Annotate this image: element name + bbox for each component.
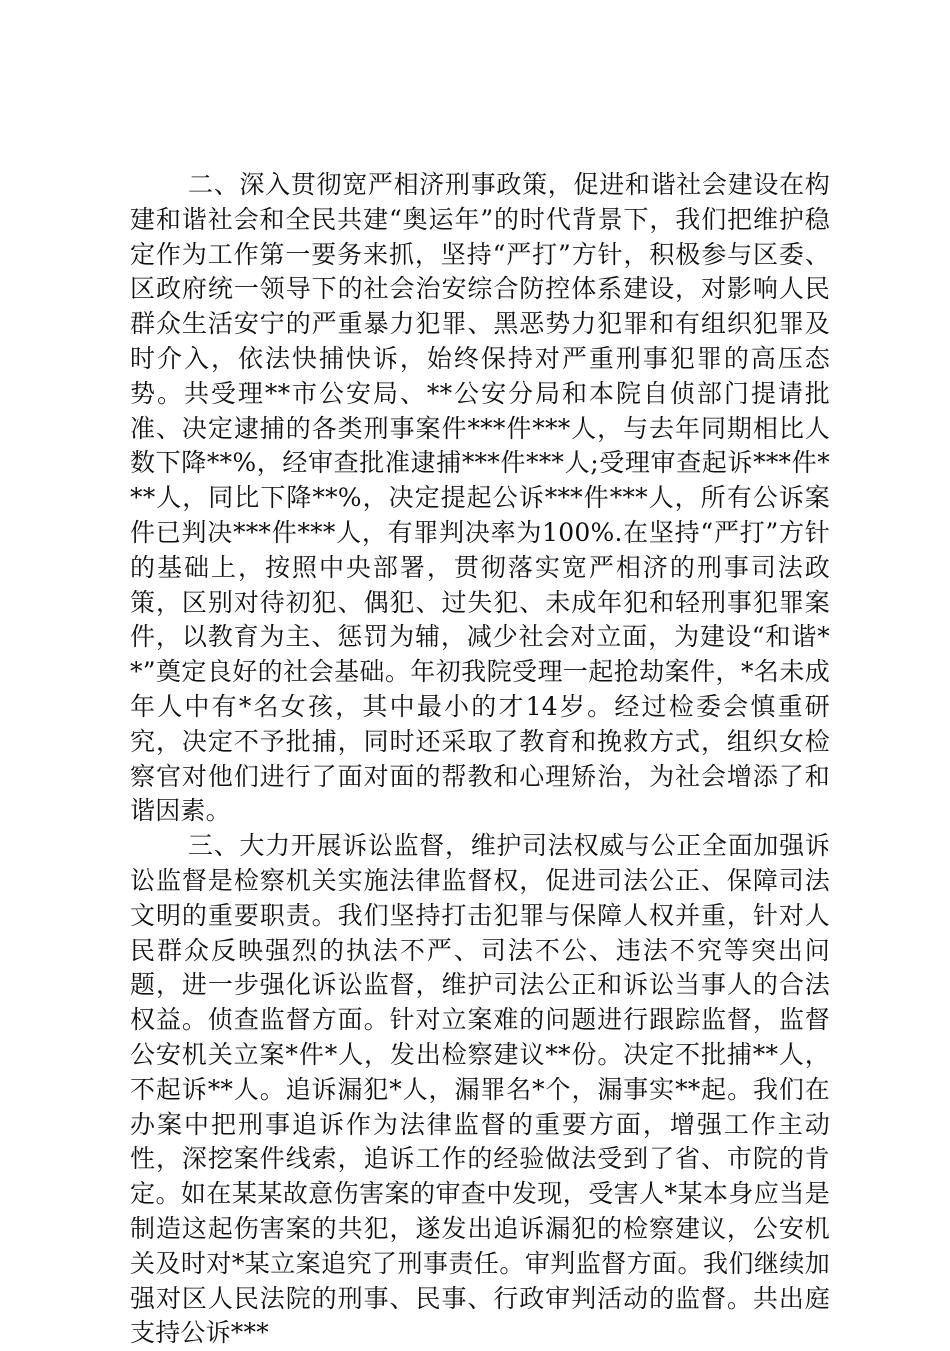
document-body <box>130 168 830 1351</box>
paragraph-section-two: 二、深入贯彻宽严相济刑事政策，促进和谐社会建设在构建和谐社会和全民共建“奥运年”的时代背景下，我们把维护稳定作为工作第一要务来抓，坚持“严打”方针，积极参与区委、区政府统一领导下的社会治安综合防控体系建设，对影响人民群众生活安宁的严重暴力犯罪、黑恶势力犯罪和有组织犯罪及时介入，依法快捕快诉，始终保持对严重刑事犯罪的高压态势。共受理**市公安局、**公安分局和本院自侦部门提请批准、决定逮捕的各类刑事案件***件***人，与去年同期相比人数下降**%，经审查批准逮捕***件***人;受理审查起诉***件***人，同比下降**%，决定提起公诉***件***人，所有公诉案件已判决***件***人，有罪判决率为100%.在坚持“严打”方针的基础上，按照中央部署，贯彻落实宽严相济的刑事司法政策，区别对待初犯、偶犯、过失犯、未成年犯和轻刑事犯罪案件，以教育为主、惩罚为辅，减少社会对立面，为建设“和谐**”奠定良好的社会基础。年初我院受理一起抢劫案件，*名未成年人中有*名女孩，其中最小的才14岁。经过检委会慎重研究，决定不予批捕，同时还采取了教育和挽救方式，组织女检察官对他们进行了面对面的帮教和心理矫治，为社会增添了和谐因素。 <box>130 170 830 826</box>
paragraph-section-three: 三、大力开展诉讼监督，维护司法权威与公正全面加强诉讼监督是检察机关实施法律监督权，促进司法公正、保障司法文明的重要职责。我们坚持打击犯罪与保障人权并重，针对人民群众反映强烈的执法不严、司法不公、违法不究等突出问题，进一步强化诉讼监督，维护司法公正和诉讼当事人的合法权益。侦查监督方面。针对立案难的问题进行跟踪监督，监督公安机关立案*件*人，发出检察建议**份。决定不批捕**人，不起诉**人。追诉漏犯*人，漏罪名*个，漏事实**起。我们在办案中把刑事追诉作为法律监督的重要方面，增强工作主动性，深挖案件线索，追诉工作的经验做法受到了省、市院的肯定。如在某某故意伤害案的审查中发现，受害人*某本身应当是制造这起伤害案的共犯，遂发出追诉漏犯的检察建议，公安机关及时对*某立案追究了刑事责任。审判监督方面。我们继续加强对区人民法院的刑事、民事、行政审判活动的监督。共出庭支持公诉*** <box>130 831 830 1348</box>
